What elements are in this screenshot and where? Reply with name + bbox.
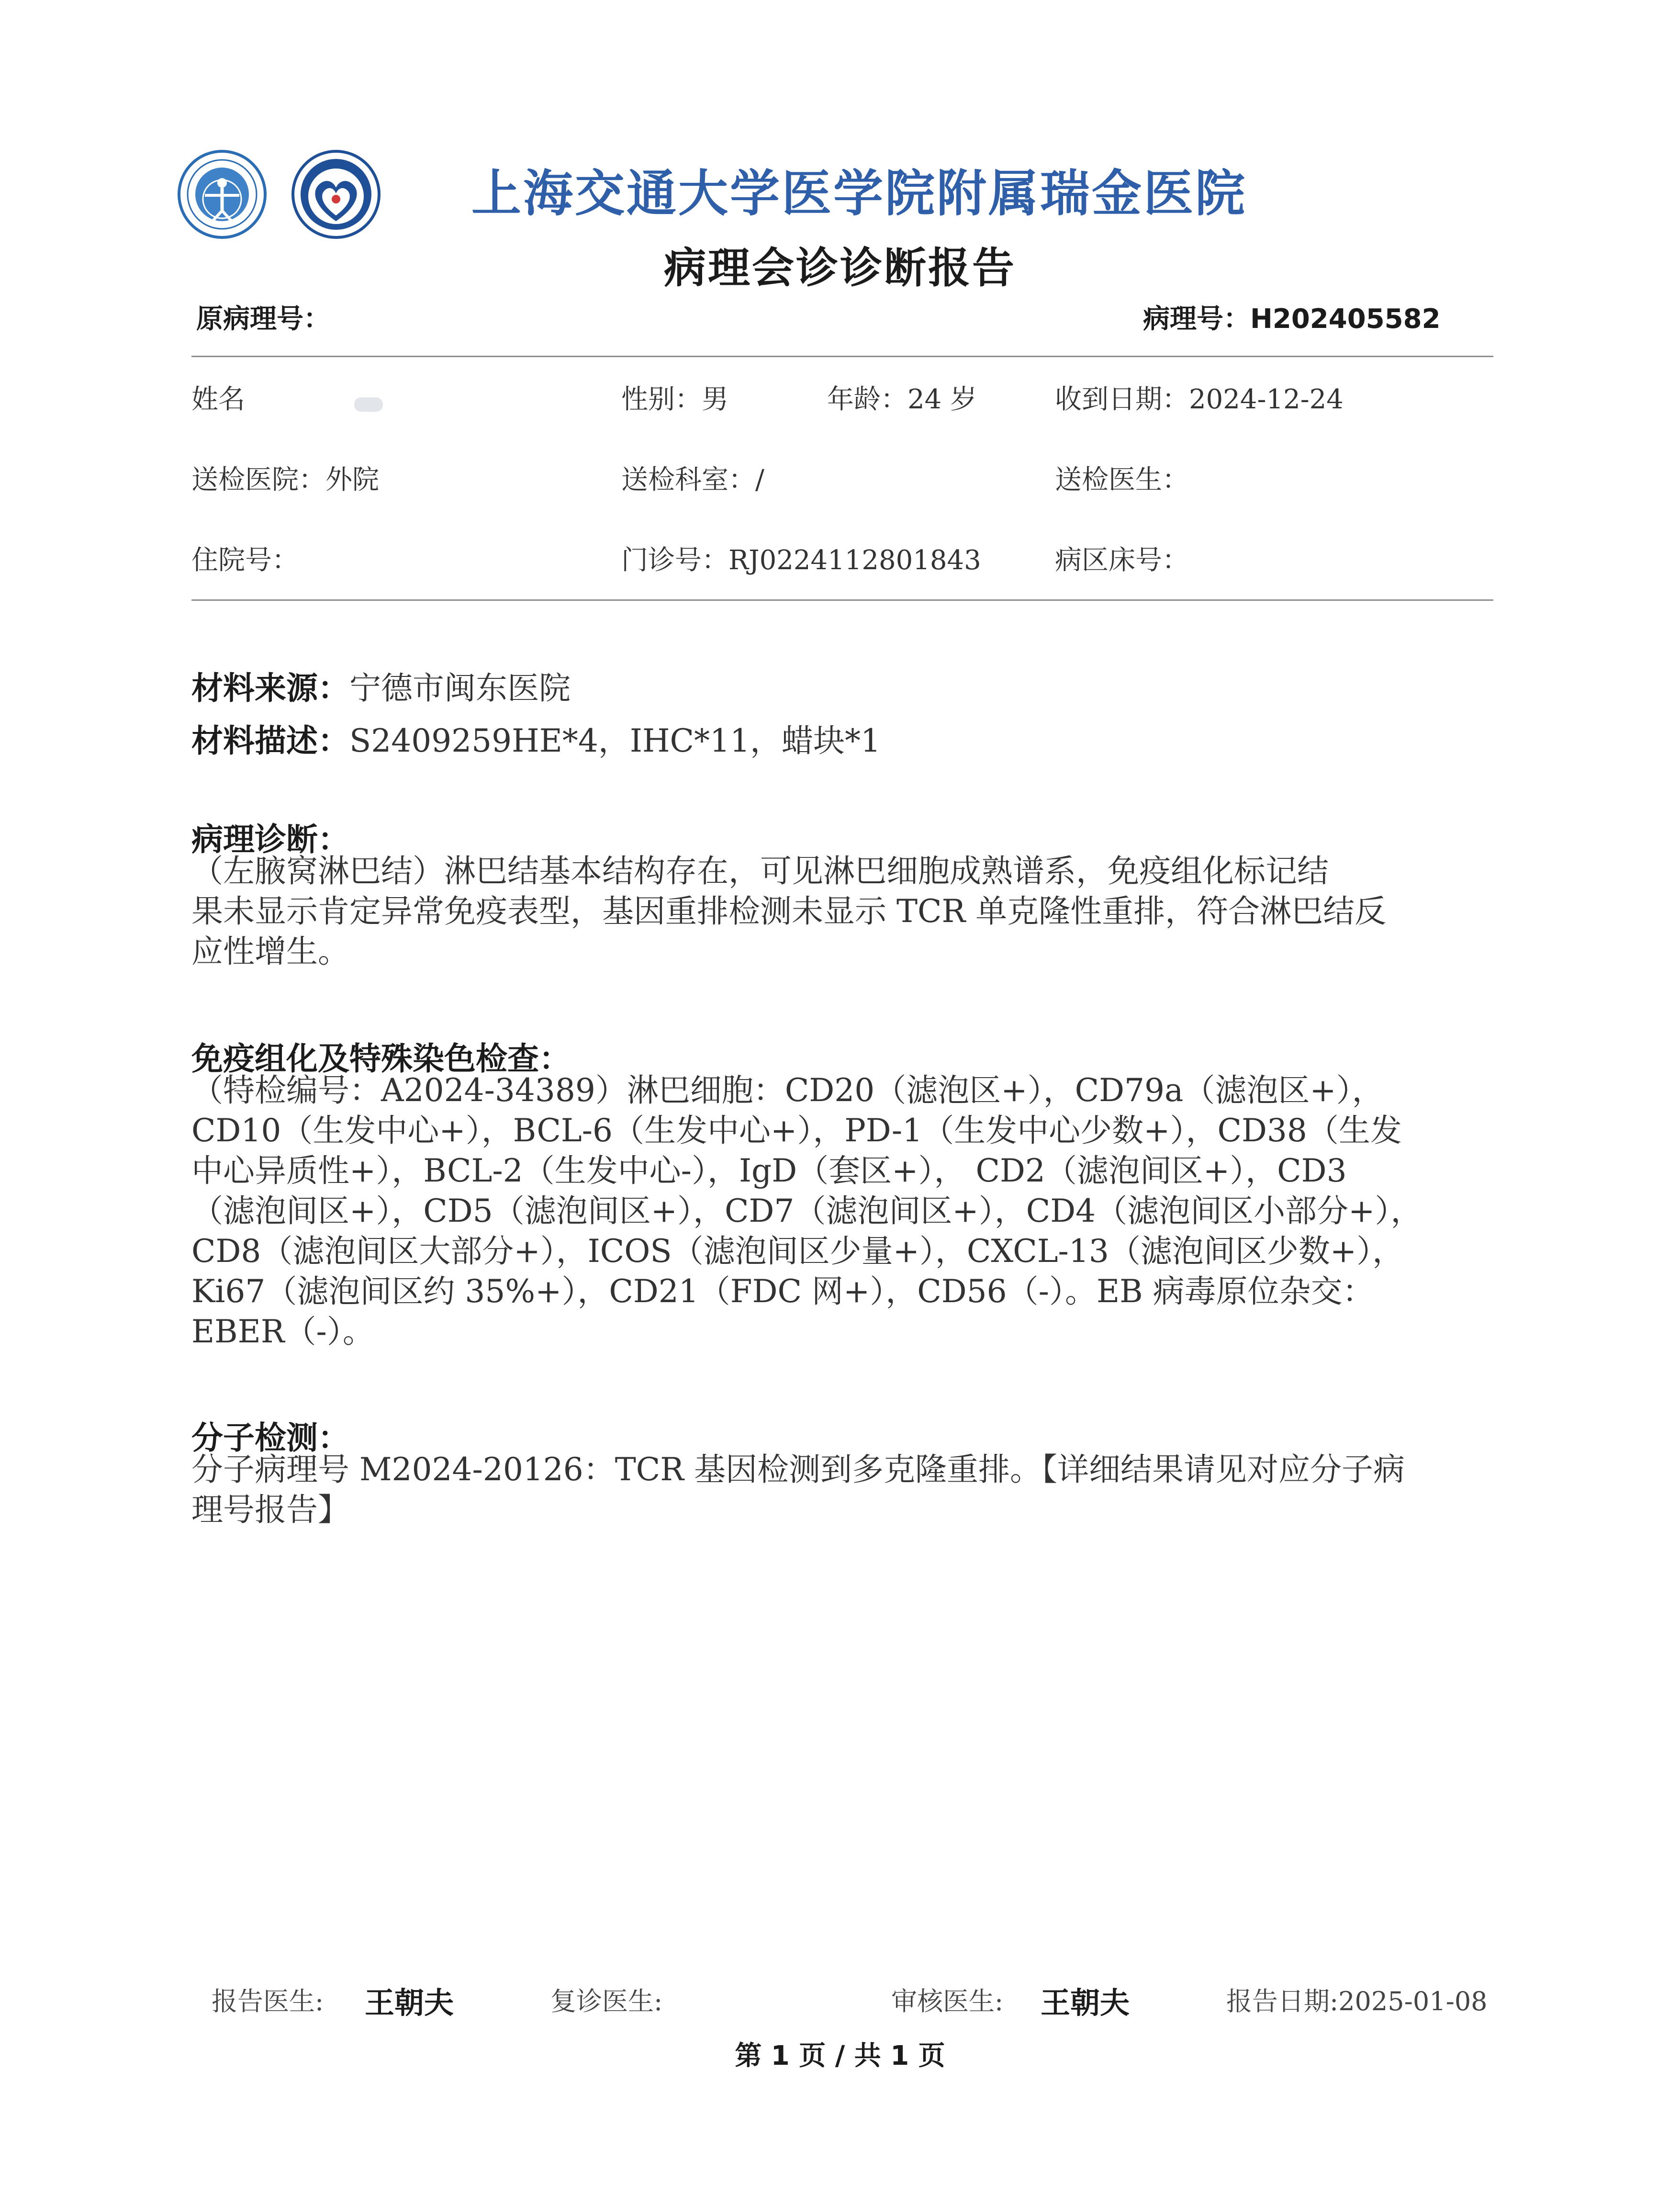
inpatient-no: 住院号： [191, 545, 299, 576]
material-source-value: 宁德市闽东医院 [349, 670, 571, 707]
material-source [191, 663, 571, 708]
ihc-line: 中心异质性+），BCL-2（生发中心-），IgD（套区+）， CD2（滤泡间区+），CD3 [191, 1152, 1347, 1189]
sending-department: 送检科室：/ [621, 464, 764, 495]
outpatient-no: 门诊号：RJ0224112801843 [621, 545, 981, 576]
university-seal-icon [177, 149, 267, 239]
report-doctor-name: 王朝夫 [365, 1985, 454, 2020]
material-desc-label: 材料描述： [191, 722, 349, 759]
molecular-text [191, 1450, 1503, 1530]
material-desc-value: S2409259HE*4，IHC*11，蜡块*1 [349, 722, 881, 759]
review-doctor-label: 复诊医生: [550, 1986, 663, 2016]
patient-sex: 性别：男 [621, 384, 728, 415]
page-indicator: 第 1 页 / 共 1 页 [735, 2040, 945, 2071]
molecular-heading: 分子检测： [191, 1419, 349, 1456]
original-pathology-no-label: 原病理号： [196, 304, 330, 335]
ihc-line: CD10（生发中心+），BCL-6（生发中心+），PD-1（生发中心少数+），CD38（生发 [191, 1112, 1402, 1149]
audit-doctor-label: 审核医生: [891, 1986, 1004, 2016]
ihc-line: （特检编号：A2024-34389）淋巴细胞：CD20（滤泡区+），CD79a（滤泡区+）， [191, 1072, 1384, 1109]
diagnosis-line: 果未显示肯定异常免疫表型，基因重排检测未显示 TCR 单克隆性重排，符合淋巴结反 [191, 893, 1387, 930]
material-description [191, 715, 881, 761]
material-source-label: 材料来源： [191, 670, 349, 707]
redacted-name [354, 397, 383, 412]
report-title: 病理会诊诊断报告 [663, 243, 1016, 293]
ihc-line: （滤泡间区+），CD5（滤泡间区+），CD7（滤泡间区+），CD4（滤泡间区小部分+）， [191, 1193, 1422, 1229]
report-doctor-label: 报告医生: [212, 1986, 324, 2016]
diagnosis-text [191, 851, 1503, 972]
hospital-heart-logo-icon [291, 149, 381, 239]
ihc-line: Ki67（滤泡间区约 35%+），CD21（FDC 网+），CD56（-）。EB 病毒原位杂交： [191, 1273, 1374, 1310]
hospital-name: 上海交通大学医学院附属瑞金医院 [471, 164, 1247, 223]
ihc-heading: 免疫组化及特殊染色检查： [191, 1040, 571, 1077]
patient-name-label: 姓名 [191, 384, 245, 415]
ihc-line: EBER（-）。 [191, 1313, 374, 1350]
molecular-line: 理号报告】 [191, 1491, 349, 1528]
info-divider [191, 599, 1493, 601]
diagnosis-line: （左腋窝淋巴结）淋巴结基本结构存在，可见淋巴细胞成熟谱系，免疫组化标记结 [191, 853, 1329, 889]
sending-doctor: 送检医生： [1055, 464, 1189, 495]
pathology-no: 病理号：H202405582 [1143, 304, 1441, 335]
ward-bed-no: 病区床号： [1055, 545, 1189, 576]
report-date: 报告日期:2025-01-08 [1226, 1986, 1488, 2016]
diagnosis-line: 应性增生。 [191, 933, 349, 970]
ihc-line: CD8（滤泡间区大部分+），ICOS（滤泡间区少量+），CXCL-13（滤泡间区少数+）， [191, 1233, 1404, 1270]
diagnosis-heading: 病理诊断： [191, 821, 349, 858]
patient-age: 年龄：24 岁 [827, 384, 977, 415]
molecular-line: 分子病理号 M2024-20126：TCR 基因检测到多克隆重排。【详细结果请见对应分子病 [191, 1451, 1405, 1488]
sending-hospital: 送检医院：外院 [191, 464, 379, 495]
received-date: 收到日期：2024-12-24 [1055, 384, 1344, 415]
header-divider [191, 356, 1493, 357]
audit-doctor-name: 王朝夫 [1041, 1985, 1130, 2020]
ihc-text [191, 1070, 1503, 1352]
